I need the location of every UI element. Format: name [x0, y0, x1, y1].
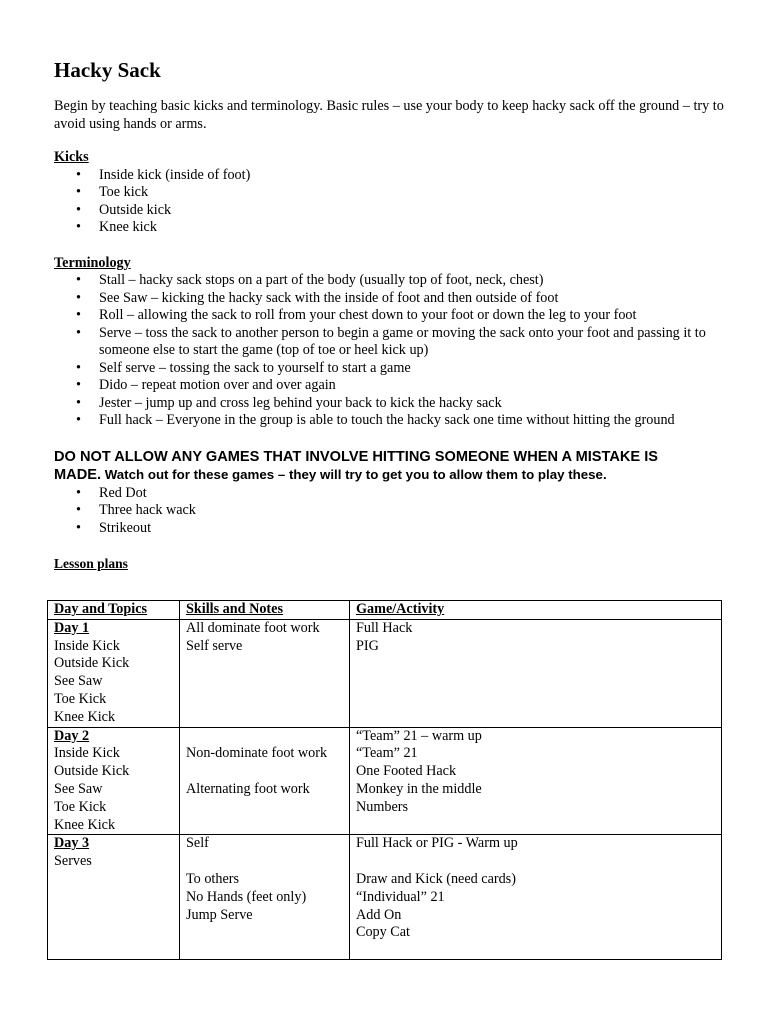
warning-line-2b: Watch out for these games – they will try to get you to allow them to play these.: [101, 467, 607, 482]
skill: Jump Serve: [186, 906, 253, 923]
list-item: • Dido – repeat motion over and over again: [54, 377, 744, 395]
list-item: • Inside kick (inside of foot): [54, 167, 744, 185]
game: Full Hack: [356, 619, 413, 636]
list-item: • Roll – allowing the sack to roll from your chest down to your foot or down the leg to your foot: [54, 307, 744, 325]
warning-text: [54, 448, 744, 485]
day-label: Day 2: [54, 727, 90, 744]
games-cell: [350, 619, 722, 727]
skill: Alternating foot work: [186, 780, 310, 797]
table-row: [48, 727, 722, 835]
table-header-row: [48, 601, 722, 620]
list-item: • Self serve – tossing the sack to yourself to start a game: [54, 360, 744, 378]
kicks-heading: Kicks: [54, 149, 89, 165]
games-cell: [350, 835, 722, 960]
document-page: [54, 56, 744, 573]
topic: Toe Kick: [54, 690, 107, 707]
topic: Inside Kick: [54, 745, 120, 762]
game: PIG: [356, 637, 379, 654]
game: “Team” 21 – warm up: [356, 727, 482, 744]
list-item: • Red Dot: [54, 485, 744, 503]
game: One Footed Hack: [356, 763, 457, 780]
banned-games-list: [54, 485, 744, 538]
game: Full Hack or PIG - Warm up: [356, 835, 518, 852]
lesson-plans-heading: Lesson plans: [54, 556, 128, 571]
skill: [186, 728, 343, 746]
skill: To others: [186, 870, 239, 887]
list-item: • Outside kick: [54, 202, 744, 220]
warning-line-1: DO NOT ALLOW ANY GAMES THAT INVOLVE HITTING SOMEONE WHEN A MISTAKE IS: [54, 448, 659, 465]
game: Numbers: [356, 798, 409, 815]
topic: Outside Kick: [54, 763, 130, 780]
skills-cell: [180, 835, 350, 960]
list-item: • Stall – hacky sack stops on a part of the body (usually top of foot, neck, chest): [54, 272, 744, 290]
skills-cell: [180, 619, 350, 727]
skill: Self serve: [186, 637, 243, 654]
table-row: [48, 619, 722, 727]
terminology-heading: Terminology: [54, 254, 131, 271]
header-skills-notes: Skills and Notes: [180, 601, 350, 620]
terminology-list: [54, 272, 744, 430]
lesson-plans-table: [47, 600, 722, 960]
topic: Knee Kick: [54, 708, 116, 725]
topic: See Saw: [54, 673, 103, 690]
topic: Toe Kick: [54, 798, 107, 815]
game: [356, 853, 715, 871]
kicks-list: [54, 167, 744, 237]
skill: All dominate foot work: [186, 619, 320, 636]
topic: Inside Kick: [54, 637, 120, 654]
skill: Self: [186, 835, 209, 852]
game: “Team” 21: [356, 745, 418, 762]
game: Draw and Kick (need cards): [356, 870, 516, 887]
header-game-activity: Game/Activity: [350, 601, 722, 620]
skill: No Hands (feet only): [186, 888, 307, 905]
game: Copy Cat: [356, 924, 410, 941]
day-cell: [48, 835, 180, 960]
page-title: Hacky Sack: [54, 58, 161, 82]
list-item: • Toe kick: [54, 184, 744, 202]
games-cell: [350, 727, 722, 835]
list-item: • Three hack wack: [54, 502, 744, 520]
skill: [186, 763, 343, 781]
table-row: [48, 835, 722, 960]
day-label: Day 3: [54, 835, 90, 852]
day-cell: [48, 727, 180, 835]
skill: Non-dominate foot work: [186, 745, 328, 762]
topic: Serves: [54, 853, 92, 870]
day-cell: [48, 619, 180, 727]
list-item: • Knee kick: [54, 219, 744, 237]
list-item: • Full hack – Everyone in the group is able to touch the hacky sack one time without hitting the ground: [54, 412, 744, 430]
game: “Individual” 21: [356, 888, 445, 905]
game: Add On: [356, 906, 402, 923]
header-day-topics: Day and Topics: [48, 601, 180, 620]
warning-line-2a: MADE.: [54, 467, 102, 483]
list-item: • See Saw – kicking the hacky sack with the inside of foot and then outside of foot: [54, 290, 744, 308]
day-label: Day 1: [54, 619, 90, 636]
skills-cell: [180, 727, 350, 835]
intro-paragraph: Begin by teaching basic kicks and terminology. Basic rules – use your body to keep hacky sack off the ground – try to avoid using hands or arms.: [54, 98, 724, 132]
list-item: • Serve – toss the sack to another person to begin a game or moving the sack onto your foot and passing it to someone else to start the game (top of toe or heel kick up): [54, 325, 744, 360]
topic: Outside Kick: [54, 655, 130, 672]
topic: See Saw: [54, 780, 103, 797]
list-item: • Jester – jump up and cross leg behind your back to kick the hacky sack: [54, 395, 744, 413]
topic: Knee Kick: [54, 816, 116, 833]
list-item: • Strikeout: [54, 520, 744, 538]
skill: [186, 853, 343, 871]
game: Monkey in the middle: [356, 780, 482, 797]
